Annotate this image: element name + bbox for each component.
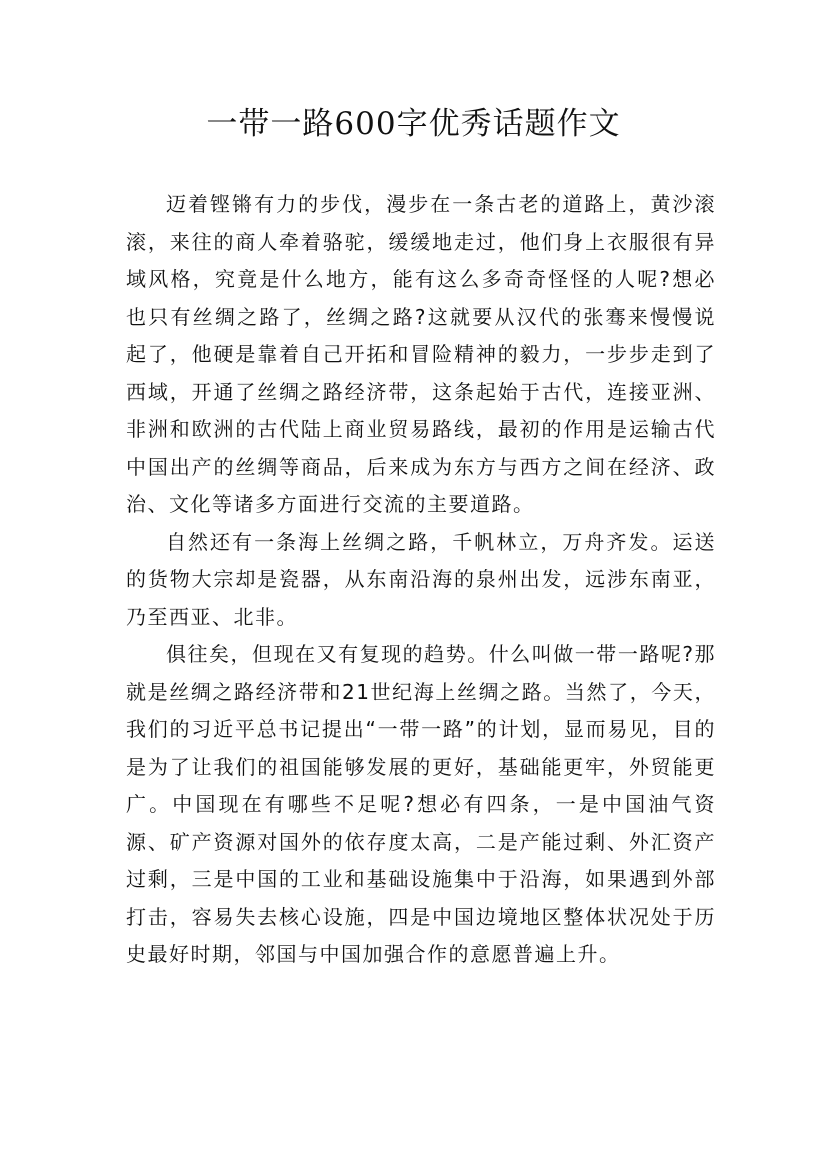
document-body: [126, 186, 716, 974]
paragraph-2: 自然还有一条海上丝绸之路，千帆林立，万舟齐发。运送的货物大宗却是瓷器，从东南沿海的泉州出发，远涉东南亚，乃至西亚、北非。: [126, 529, 716, 629]
document-title: 一带一路600字优秀话题作文: [206, 106, 621, 142]
paragraph-1: 迈着铿锵有力的步伐，漫步在一条古老的道路上，黄沙滚滚，来往的商人牵着骆驼，缓缓地走过，他们身上衣服很有异域风格，究竟是什么地方，能有这么多奇奇怪怪的人呢?想必也只有丝绸之路了，丝绸之路?这就要从汉代的张骞来慢慢说起了，他硬是靠着自己开拓和冒险精神的毅力，一步步走到了西域，开通了丝绸之路经济带，这条起始于古代，连接亚洲、非洲和欧洲的古代陆上商业贸易路线，最初的作用是运输古代中国出产的丝绸等商品，后来成为东方与西方之间在经济、政治、文化等诸多方面进行交流的主要道路。: [126, 192, 716, 516]
paragraph-3: 俱往矣，但现在又有复现的趋势。什么叫做一带一路呢?那就是丝绸之路经济带和21世纪海上丝绸之路。当然了，今天，我们的习近平总书记提出“一带一路”的计划，显而易见，目的是为了让我们的祖国能够发展的更好，基础能更牢，外贸能更广。中国现在有哪些不足呢?想必有四条，一是中国油气资源、矿产资源对国外的依存度太高，二是产能过剩、外汇资产过剩，三是中国的工业和基础设施集中于沿海，如果遇到外部打击，容易失去核心设施，四是中国边境地区整体状况处于历史最好时期，邻国与中国加强合作的意愿普遍上升。: [126, 642, 716, 966]
